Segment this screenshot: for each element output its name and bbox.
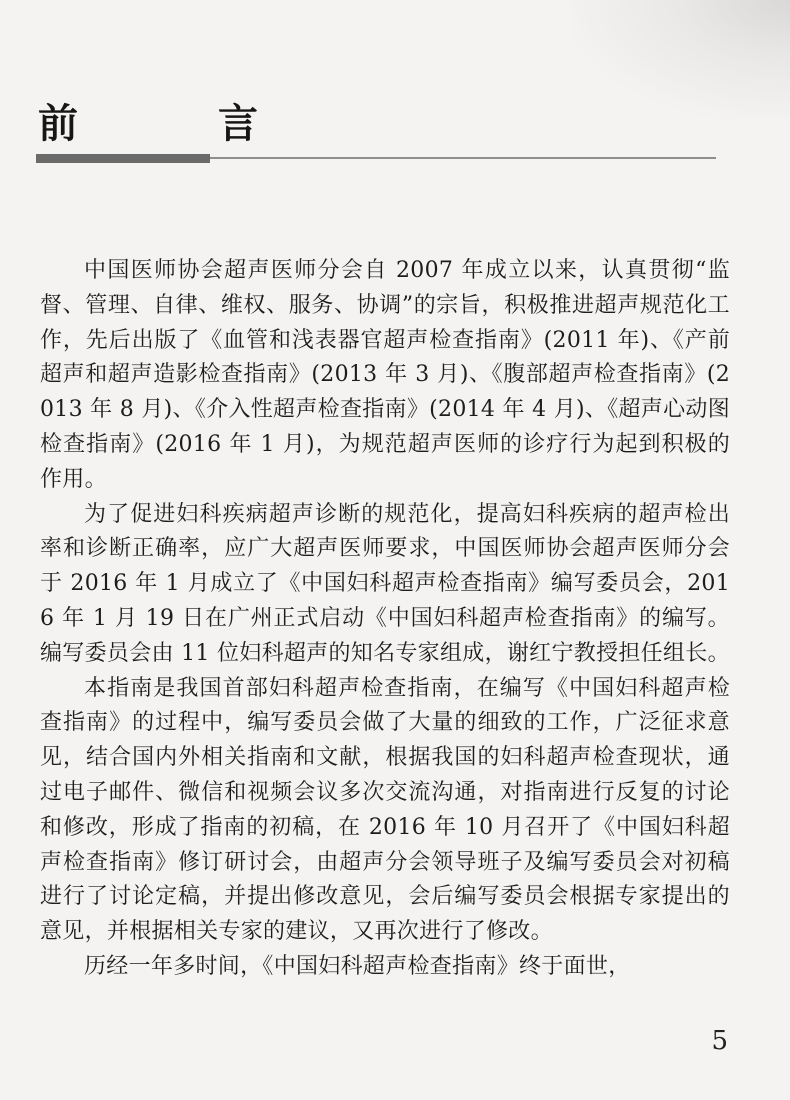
paragraph-4: 历经一年多时间，《中国妇科超声检查指南》终于面世，	[84, 953, 631, 979]
body-text	[40, 254, 730, 985]
page-corner-shadow	[570, 0, 790, 120]
paragraph-1: 中国医师协会超声医师分会自 2007 年成立以来，认真贯彻“监督、管理、自律、维权、服务、协调”的宗旨，积极推进超声规范化工作，先后出版了《血管和浅表器官超声检查指南》(2011 年)、《产前超声和超声造影检查指南》(2013 年 3 月)、《腹部超声检查指南》(2013 年 8 月)、《介入性超声检查指南》(2014 年 4 月)、《超声心动图检查指南》(2016 年 1 月)，为规范超声医师的诊疗行为起到积极的作用。	[40, 258, 730, 492]
page-number: 5	[711, 1026, 728, 1056]
title-underline-thin	[210, 157, 716, 159]
title-underline-thick	[36, 154, 210, 163]
paragraph-3: 本指南是我国首部妇科超声检查指南，在编写《中国妇科超声检查指南》的过程中，编写委员会做了大量的细致的工作，广泛征求意见，结合国内外相关指南和文献，根据我国的妇科超声检查现状，通过电子邮件、微信和视频会议多次交流沟通，对指南进行反复的讨论和修改，形成了指南的初稿，在 2016 年 10 月召开了《中国妇科超声检查指南》修订研讨会，由超声分会领导班子及编写委员会对初稿进行了讨论定稿，并提出修改意见，会后编写委员会根据专家提出的意见，并根据相关专家的建议，又再次进行了修改。	[40, 675, 730, 945]
page-title: 前 言	[38, 101, 308, 147]
paragraph-2: 为了促进妇科疾病超声诊断的规范化，提高妇科疾病的超声检出率和诊断正确率，应广大超声医师要求，中国医师协会超声医师分会于 2016 年 1 月成立了《中国妇科超声检查指南》编写委员会，2016 年 1 月 19 日在广州正式启动《中国妇科超声检查指南》的编写。编写委员会由 11 位妇科超声的知名专家组成，谢红宁教授担任组长。	[40, 501, 730, 666]
